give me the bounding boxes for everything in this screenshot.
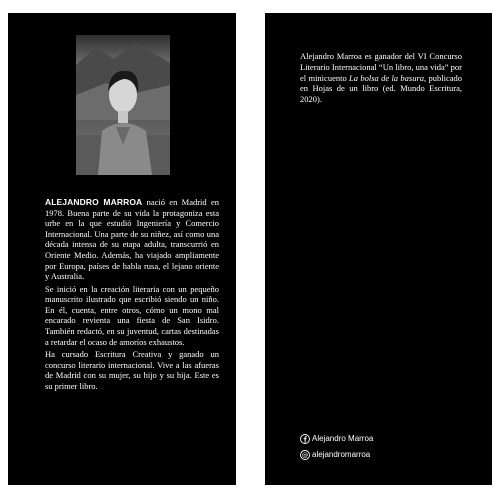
bio-paragraph-3: Ha cursado Escritura Creativa y ganado un concurso literario internacional. Vive a las afueras de Madrid con su mujer, su hijo y su hija. Este es su primer libro. (45, 348, 219, 391)
award-text (300, 51, 462, 105)
instagram-link[interactable] (300, 450, 470, 460)
instagram-handle: alejandromarroa (312, 450, 371, 459)
bio-text-1: nació en Madrid en 1978. Buena parte de su vida la protagoniza esta urbe en la que estudió Ingeniería y Comercio Internacional. Una parte de su niñez, así como una década intensa de su etapa adulta, transcurrió en Oriente Medio. Además, ha viajado ampliamente por Europa, países de habla rusa, el lejano oriente y Australia. (45, 197, 219, 282)
author-bio (45, 197, 219, 393)
author-portrait-image (76, 35, 170, 175)
award-text-before: Alejandro Marroa es ganador del VI Concurso Literario Internacional “Un libro, una vida” por el minicuento (300, 51, 462, 83)
author-photo (76, 35, 170, 175)
back-flap-panel (8, 13, 236, 485)
bio-paragraph-1 (45, 197, 219, 282)
front-flap-panel (265, 13, 492, 485)
facebook-handle: Alejandro Marroa (312, 434, 374, 443)
author-name: ALEJANDRO MARROA (45, 197, 143, 207)
instagram-icon (300, 450, 310, 460)
award-text-after: , publicado en Hojas de un libro (ed. Mundo Escritura, 2020). (300, 72, 462, 105)
bio-paragraph-2: Se inició en la creación literaria con un pequeño manuscrito ilustrado que escribió siendo un niño. En él, cuenta, entre otros, cómo un mono mal encarado revienta una fiesta de San Isidro. También redactó, en su juventud, cartas destinadas a retardar el ocaso de amoríos exhaustos. (45, 283, 219, 347)
svg-text:@: @ (301, 451, 309, 460)
facebook-icon (300, 434, 310, 444)
facebook-link[interactable] (300, 434, 470, 444)
award-story-title: La bolsa de la basura (349, 72, 425, 83)
